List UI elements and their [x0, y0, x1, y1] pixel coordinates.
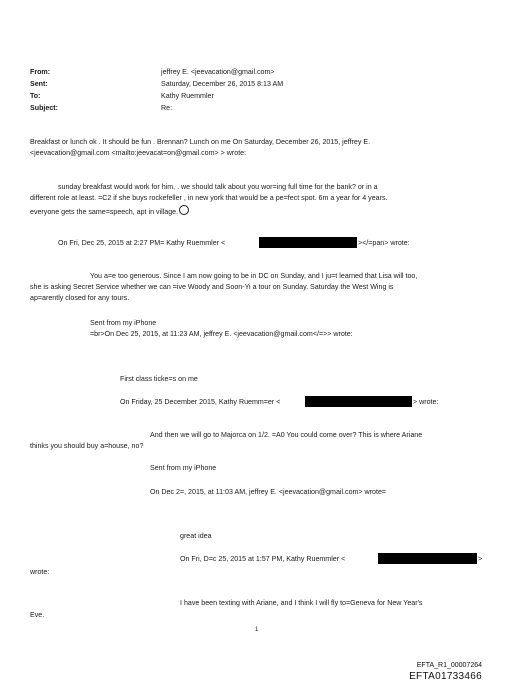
body-line: Breakfast or lunch ok . It should be fun . Brennan? Lunch on me On Saturday, December 26, 2015, jeffrey E. — [30, 138, 371, 146]
quote-header-wrote: wrote: — [30, 568, 50, 576]
quote-header-suffix: > — [478, 555, 483, 563]
to-label: To: — [30, 92, 41, 100]
body-line: sunday breakfast would work for him, . we should talk about you wor=ing full time for the bank? or in a — [58, 183, 378, 191]
body-line: she is asking Secret Service whether we can =ive Woody and Soon-Yi a tour on Sunday. Saturday the West Wing is — [30, 283, 394, 291]
quote-header-suffix: > wrote: — [413, 398, 439, 406]
signature-line: Sent from my iPhone — [150, 464, 217, 472]
body-line-with-smiley — [30, 205, 189, 217]
body-line: And then we will go to Majorca on 1/2. =A0 You could come over? This is where Ariane — [150, 431, 423, 439]
body-line: I have been texting with Ariane, and I think I will fly to=Geneva for New Year's — [180, 599, 423, 607]
quote-header: On Dec 2=, 2015, at 11:03 AM, jeffrey E. <jeevacation@gmail.com> wrote= — [150, 488, 387, 496]
to-value: Kathy Ruemmler — [161, 92, 214, 100]
quote-header: =br>On Dec 25, 2015, at 11:23 AM, jeffrey E. <jeevacation@gmail.com</=>> wrote: — [90, 330, 353, 338]
subject-label: Subject: — [30, 104, 58, 112]
sent-label: Sent: — [30, 80, 48, 88]
smiley-face-icon — [179, 205, 189, 215]
body-line: First class ticke=s on me — [120, 375, 198, 383]
quote-header-suffix: ></=pan> wrote: — [358, 239, 410, 247]
body-line: Eve. — [30, 611, 45, 619]
body-line: You a=e too generous. Since I am now going to be in DC on Sunday, and I ju=t learned that Lisa will too, — [90, 272, 418, 280]
document-id-small: EFTA_R1_00007264 — [416, 662, 482, 669]
quote-header: On Fri, Dec 25, 2015 at 2:27 PM= Kathy Ruemmler < — [58, 239, 226, 247]
body-line: ap=arently closed for any tours. — [30, 294, 130, 302]
redaction-bar — [305, 396, 412, 407]
from-value: jeffrey E. <jeevacation@gmail.com> — [161, 68, 275, 76]
page-number: 1 — [255, 627, 259, 633]
signature-line: Sent from my iPhone — [90, 319, 157, 327]
body-line: great idea — [180, 532, 212, 540]
sent-value: Saturday, December 26, 2015 8:13 AM — [161, 80, 284, 88]
subject-value: Re: — [161, 104, 173, 112]
document-id-large: EFTA01733466 — [409, 671, 482, 682]
quote-header: On Friday, 25 December 2015, Kathy Ruemm=er < — [120, 398, 281, 406]
body-text: everyone gets the same=speech, apt in village. — [30, 208, 179, 216]
quote-header: On Fri, D=c 25, 2015 at 1:57 PM, Kathy Ruemmler < — [180, 555, 346, 563]
body-line: <jeevacation@gmail.com <mailto:jeevacat=on@gmail.com> > wrote: — [30, 149, 247, 157]
body-line: different role at least. =C2 if she buys rockefeller , in new york that would be a pe=fect spot. 6m a year for 4 years. — [30, 194, 388, 202]
redaction-bar — [259, 237, 357, 248]
from-label: From: — [30, 68, 51, 76]
body-line: thinks you should buy a=house, no? — [30, 442, 144, 450]
redaction-bar — [378, 553, 477, 564]
